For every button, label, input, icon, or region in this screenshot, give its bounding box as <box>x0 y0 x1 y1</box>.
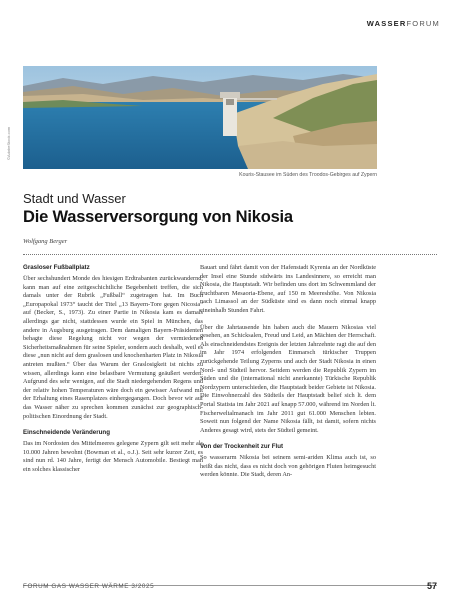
section-label-part2: FORUM <box>406 19 440 28</box>
section-label <box>367 19 440 28</box>
section-heading: Einschneidende Veränderung <box>23 429 110 437</box>
dotted-divider <box>23 254 437 255</box>
footer-publication: FORUM GAS WASSER WÄRME 3/2025 <box>23 583 155 590</box>
page-number: 57 <box>426 581 437 591</box>
right-column <box>200 264 376 488</box>
left-column <box>23 264 203 482</box>
article-kicker: Stadt und Wasser <box>23 191 126 206</box>
photo-caption: Kouris-Stausee im Süden des Troodos-Gebirges auf Zypern <box>239 172 377 178</box>
article-title: Die Wasserversorgung von Nikosia <box>23 208 293 226</box>
paragraph: Das im Nordosten des Mittelmeeres gelegene Zypern gilt seit mehr als 10.000 Jahren bewohnt (Bowman et al., o.J.). Seit sehr kurzer Zeit, es sind nun rd. 140 Jahre, fertigt der Mensch Automobile. Bestiegt man ein solches klassischer <box>23 440 203 473</box>
reservoir-photo <box>23 66 377 169</box>
paragraph: Über die Jahrtausende hin haben auch die Mauern Nikosias viel gesehen, an Schicksalen, Freud und Leid, an Mächten der Herrschaft. Als einschneidendstes Ereignis der letzten Jahrzehnte ragt die auf den im Jahr 1974 erfolgenden Einmarsch türkischer Truppen zurückgehende Teilung Zyperns und auch der Stadt Nikosia in einen Nord- und Südteil hervor. Seitdem werden die Republik Zypern im Süden und die (international nicht anerkannte) Türkische Republik Nordzypern unterschieden, die Hauptstadt beider Gebiete ist Nikosia. Die Einwohnerzahl des Südteils der Hauptstadt belief sich lt. dem Portal Statista im Jahr 2021 auf knapp 57.000, während im Norden lt. Fischerweltalmanach im Jahr 2011 gut 61.000 Menschen lebten. Soweit nun folgend der Name Nikosia fällt, ist damit, sofern nichts Anderes gesagt wird, stets der Südteil gemeint. <box>200 323 376 434</box>
photo-credit: ©AdobeStock.com <box>6 126 11 160</box>
section-heading: Grasloser Fußballplatz <box>23 264 90 271</box>
article-author: Wolfgang Berger <box>23 238 68 245</box>
paragraph: Bauart und fährt damit von der Hafenstadt Kyrenia an der Nordküste der Insel eine Stunde südwärts ins Landesinnere, so erreicht man Nikosia, die Hauptstadt. Wir befinden uns dort im Schwemmland der fruchtbaren Mesaoria-Ebene, auf 150 m Meereshöhe. Von Nikosia nach Limassol an der Südküste sind es dann noch einmal knapp eineinhalb Stunden Fahrt. <box>200 264 376 314</box>
section-heading: Von der Trockenheit zur Flut <box>200 443 284 451</box>
section-label-part1: WASSER <box>366 19 407 28</box>
paragraph: So wasserarm Nikosia bei seinem semi-ariden Klima auch ist, so heißt das nicht, dass es nicht doch von gehörigen Fluten heimgesucht werden könnte. Die Stadt, deren An- <box>200 454 376 479</box>
paragraph: Über sechshundert Monde des hiesigen Erdtrabanten zurückwandernd, kann man auf eine zeitgeschichtliche Begebenheit treffen, die sich damals unter der Rubrik „Fußball“ zugetragen hat. Im Buch „Europapokal 1973“ taucht der Titel „13 Bayern-Tore gegen Nicosia“ auf (Becker, S., 1973). Zu einer Partie in Nikosia kam es damals allerdings gar nicht, stattdessen wurde ein Spiel in München, das andere in Augsburg ausgetragen. Dem damaligen Bayern-Präsidenten behagte diese Regelung nicht vor wegen der vermiedenen Sicherheitsmaßnahmen für seine Spieler, sondern auch deshalb, weil es diese „nun nicht auf dem graslosen und knochenharten Platz in Nikosia antreten mußten.“ Über das Warum der Graslosigkeit ist nichts zu wissen, allerdings kann eine belastbare Vermutung geäußert werden: Aufgrund des sehr wenigen, auf die Stadt niedergehenden Regens und der relativ hohen Temperaturen wäre doch ein gewisser Aufwand mit der Erhaltung eines Rasenplatzes einhergegangen. Doch bevor wir auf das Wasser näher zu sprechen kommen zunächst zur geographisch-politischen Einordnung der Stadt. <box>23 275 203 420</box>
